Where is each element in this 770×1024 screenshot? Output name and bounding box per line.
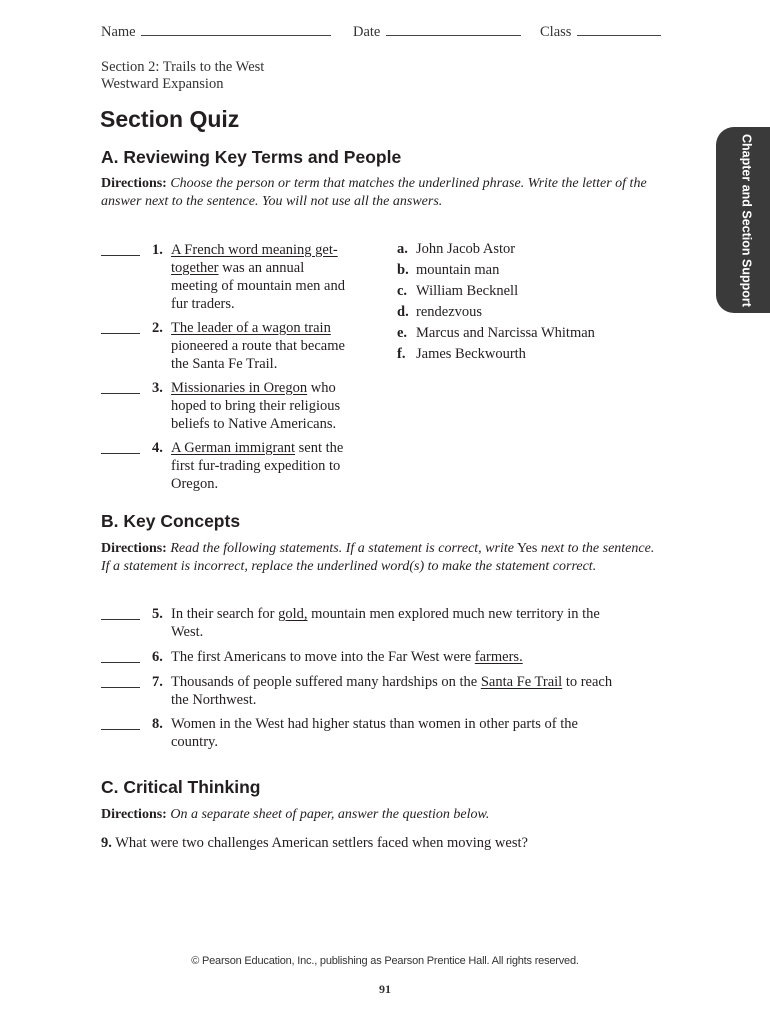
answer-blank[interactable] — [101, 322, 140, 334]
question-text: fur traders. — [171, 296, 235, 312]
underlined-term: A French word meaning get- — [171, 242, 338, 258]
answer-choice-b — [397, 260, 595, 281]
question-text: meeting of mountain men and — [171, 278, 345, 294]
question-text: What were two challenges American settlers faced when moving west? — [115, 835, 528, 851]
answer-blank[interactable] — [101, 651, 140, 663]
answer-blank[interactable] — [101, 608, 140, 620]
answer-letter: b. — [397, 262, 409, 278]
answer-text: William Becknell — [416, 283, 519, 299]
question-number: 2. — [152, 320, 163, 336]
answer-choice-f — [397, 344, 595, 365]
question-number: 3. — [152, 380, 163, 396]
underlined-term: gold, — [278, 606, 308, 622]
question-text: Women in the West had higher status than women in other parts of the — [171, 716, 578, 732]
answer-letter: e. — [397, 325, 408, 341]
name-blank[interactable] — [141, 23, 331, 36]
question-text: The first Americans to move into the Far West were — [171, 649, 475, 665]
answer-choices — [397, 239, 595, 365]
answer-blank[interactable] — [101, 442, 140, 454]
question-text: Oregon. — [171, 476, 219, 492]
class-blank[interactable] — [577, 23, 661, 36]
question-text: the Northwest. — [171, 692, 257, 708]
page-title: Section Quiz — [100, 106, 240, 132]
question-1 — [101, 241, 381, 313]
question-number: 9. — [101, 835, 112, 851]
answer-letter: c. — [397, 283, 408, 299]
question-text: who — [307, 380, 336, 396]
part-c-directions-text: On a separate sheet of paper, answer the question below. — [170, 807, 490, 822]
question-number: 7. — [152, 674, 163, 690]
question-number: 1. — [152, 242, 163, 258]
question-number: 6. — [152, 649, 163, 665]
answer-text: mountain man — [416, 262, 500, 278]
question-7 — [101, 673, 681, 709]
answer-blank[interactable] — [101, 382, 140, 394]
underlined-term: Missionaries in Oregon — [171, 380, 308, 396]
question-text: Thousands of people suffered many hardships on the — [171, 674, 481, 690]
question-text: West. — [171, 624, 204, 640]
answer-letter: a. — [397, 241, 408, 257]
part-b-directions-yes: Yes — [516, 541, 538, 556]
answer-text: Marcus and Narcissa Whitman — [416, 325, 595, 341]
question-text: to reach — [562, 674, 613, 690]
side-tab-label: Chapter and Section Support — [739, 133, 754, 307]
copyright-footer: © Pearson Education, Inc., publishing as Pearson Prentice Hall. All rights reserved. — [191, 955, 579, 967]
underlined-term: together — [171, 260, 219, 276]
answer-blank[interactable] — [101, 676, 140, 688]
answer-text: John Jacob Astor — [416, 241, 516, 257]
question-text: beliefs to Native Americans. — [171, 416, 337, 432]
question-4 — [101, 439, 381, 493]
answer-choice-d — [397, 302, 595, 323]
part-b-directions-label: Directions: — [101, 541, 167, 556]
question-9 — [101, 835, 528, 852]
part-a-directions — [101, 175, 671, 211]
question-text: pioneered a route that became — [171, 338, 345, 354]
question-text: the Santa Fe Trail. — [171, 356, 278, 372]
part-b-heading: B. Key Concepts — [101, 511, 241, 531]
underlined-term: farmers. — [474, 649, 523, 665]
question-text: In their search for — [171, 606, 279, 622]
class-label: Class — [540, 24, 572, 40]
part-a-directions-label: Directions: — [101, 176, 167, 191]
date-blank[interactable] — [386, 23, 521, 36]
question-5 — [101, 605, 681, 641]
answer-choice-a — [397, 239, 595, 260]
date-label: Date — [353, 24, 381, 40]
question-number: 8. — [152, 716, 163, 732]
answer-letter: d. — [397, 304, 409, 320]
question-text: first fur-trading expedition to — [171, 458, 341, 474]
question-text: was an annual — [218, 260, 305, 276]
part-c-directions — [101, 806, 671, 824]
part-b-directions-text: Read the following statements. If a statement is correct, write — [170, 541, 514, 556]
section-line-2: Westward Expansion — [101, 76, 224, 92]
part-a-heading: A. Reviewing Key Terms and People — [101, 147, 402, 167]
part-b-directions — [101, 540, 661, 576]
question-text: hoped to bring their religious — [171, 398, 341, 414]
name-field — [101, 23, 331, 41]
class-field — [540, 23, 661, 41]
answer-blank[interactable] — [101, 718, 140, 730]
question-2 — [101, 319, 381, 373]
date-field — [353, 23, 521, 41]
answer-blank[interactable] — [101, 244, 140, 256]
question-number: 5. — [152, 606, 163, 622]
question-6 — [101, 648, 681, 666]
question-8 — [101, 715, 681, 751]
answer-text: James Beckwourth — [416, 346, 526, 362]
section-line-1: Section 2: Trails to the West — [101, 59, 265, 75]
underlined-term: Santa Fe Trail — [480, 674, 563, 690]
part-a-directions-text: Choose the person or term that matches the underlined phrase. Write the letter of the answer next to the sentence. You will not use all the answers. — [101, 176, 647, 209]
part-c-heading: C. Critical Thinking — [101, 777, 261, 797]
answer-choice-c — [397, 281, 595, 302]
question-3 — [101, 379, 381, 433]
part-b-directions-text: next to the sentence. If a statement is incorrect, replace the underlined word(s) to make the statement correct. — [101, 541, 655, 574]
question-text: mountain men explored much new territory in the — [307, 606, 600, 622]
underlined-term: A German immigrant — [171, 440, 296, 456]
name-label: Name — [101, 24, 136, 40]
page-number: 91 — [379, 982, 391, 996]
part-c-directions-label: Directions: — [101, 807, 167, 822]
answer-text: rendezvous — [416, 304, 483, 320]
underlined-term: The leader of a wagon train — [171, 320, 331, 336]
question-text: sent the — [295, 440, 344, 456]
answer-choice-e — [397, 323, 595, 344]
question-text: country. — [171, 734, 218, 750]
question-number: 4. — [152, 440, 163, 456]
answer-letter: f. — [397, 346, 406, 362]
